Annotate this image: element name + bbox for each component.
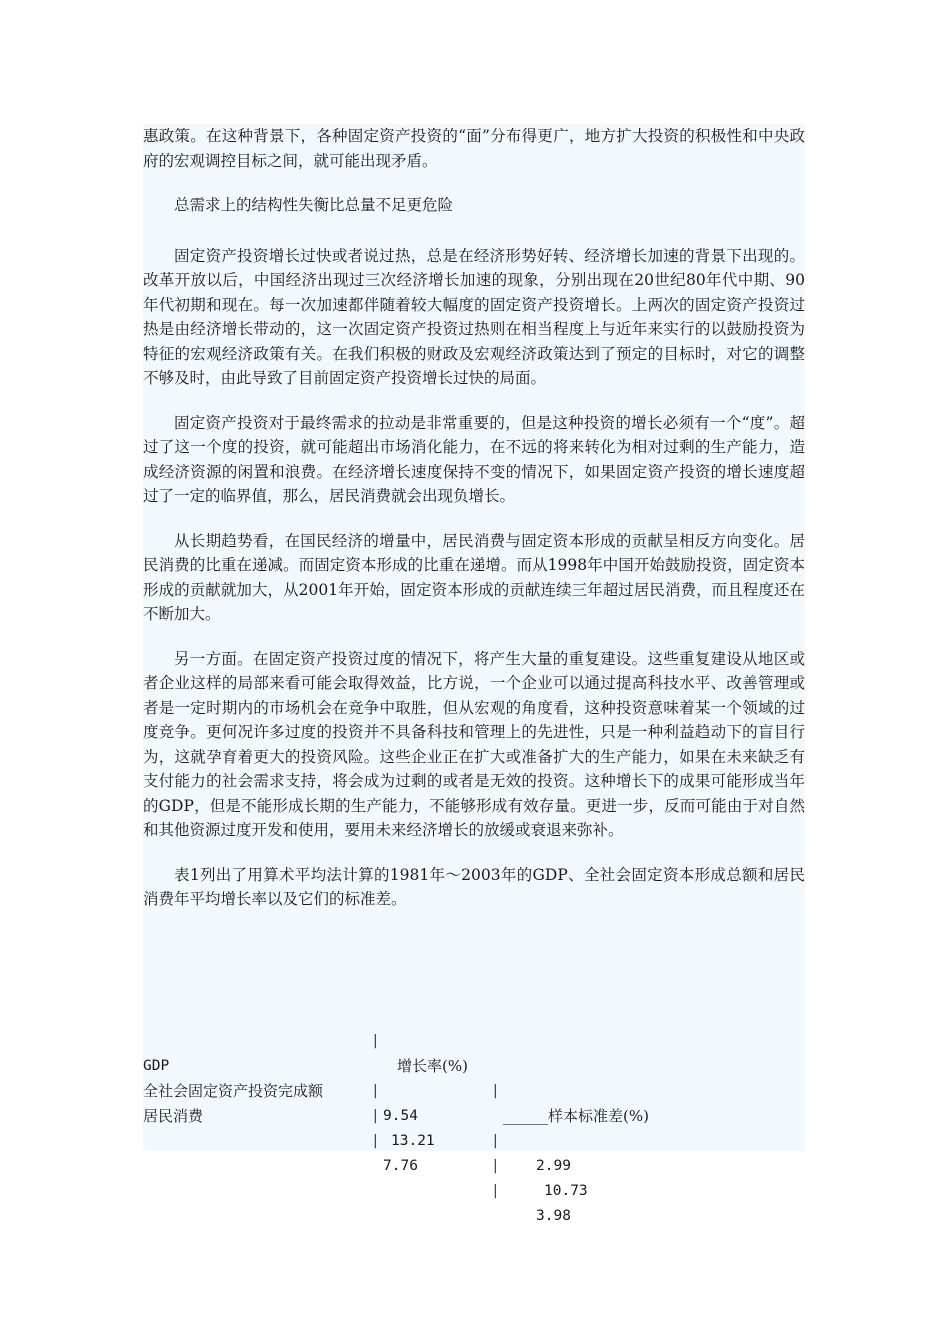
column-separator: | (491, 1158, 500, 1174)
column-separator: | (491, 1183, 500, 1199)
column-separator: | (371, 1083, 380, 1099)
column-separator: | (491, 1133, 500, 1149)
header-growth-rate: 增长率(%) (397, 1057, 468, 1075)
paragraph-policy-context: 惠政策。在这种背景下，各种固定资产投资的“面”分布得更广，地方扩大投资的积极性和中央政府的宏观调控目标之间，就可能出现矛盾。 (143, 127, 805, 170)
paragraph-duplicate-construction: 另一方面。在固定资产投资过度的情况下，将产生大量的重复建设。这些重复建设从地区或者企业这样的局部来看可能会取得效益，比方说，一个企业可以通过提高科技水平、改善管理或者是一定时期内的市场机会在竞争中取胜，但从宏观的角度看，这种投资意味着某一个领域的过度竞争。更何况许多过度的投资并不具备科技和管理上的先进性，只是一种利益趋动下的盲目行为，这就孕育着更大的投资风险。这些企业正在扩大或准备扩大的生产能力，如果在未来缺乏有支付能力的社会需求支持，将会成为过剩的或者是无效的投资。这种增长下的成果可能形成当年的GDP，但是不能形成长期的生产能力，不能够形成有效存量。更进一步，反而可能由于对自然和其他资源过度开发和使用，要用未来经济增长的放缓或衰退来弥补。 (143, 649, 805, 839)
row-growth-value: 7.76 (383, 1158, 418, 1174)
paragraph-long-term-trend: 从长期趋势看，在国民经济的增量中，居民消费与固定资本形成的贡献呈相反方向变化。居民消费的比重在递减。而固定资本形成的比重在递增。而从1998年中国开始鼓励投资，固定资本形成的贡献就加大，从2001年开始，固定资本形成的贡献连续三年超过居民消费，而且程度还在不断加大。 (143, 531, 805, 623)
column-separator: | (371, 1108, 380, 1124)
row-label: 全社会固定资产投资完成额 (143, 1082, 324, 1100)
row-growth-value: 9.54 (383, 1108, 418, 1124)
row-stddev-value: 2.99 (536, 1158, 571, 1174)
header-sample-stddev: ______样本标准差(%) (503, 1107, 649, 1125)
section-heading: 总需求上的结构性失衡比总量不足更危险 (174, 196, 454, 214)
column-separator: | (491, 1083, 500, 1099)
row-stddev-value: 10.73 (544, 1183, 588, 1199)
column-separator: | (371, 1133, 380, 1149)
paragraph-table-intro: 表1列出了用算术平均法计算的1981年～2003年的GDP、全社会固定资本形成总额和居民消费年平均增长率以及它们的标准差。 (143, 865, 805, 908)
row-stddev-value: 3.98 (536, 1208, 571, 1224)
paragraph-investment-overheating: 固定资产投资增长过快或者说过热，总是在经济形势好转、经济增长加速的背景下出现的。改革开放以后，中国经济出现过三次经济增长加速的现象，分别出现在20世纪80年代中期、90年代初期和现在。每一次加速都伴随着较大幅度的固定资产投资增长。上两次的固定资产投资过热是由经济增长带动的，这一次固定资产投资过热则在相当程度上与近年来实行的以鼓励投资为特征的宏观经济政策有关。在我们积极的财政及宏观经济政策达到了预定的目标时，对它的调整不够及时，由此导致了目前固定资产投资增长过快的局面。 (143, 246, 805, 387)
row-label: 居民消费 (143, 1107, 204, 1125)
row-growth-value: 13.21 (391, 1133, 435, 1149)
column-separator: | (371, 1033, 380, 1049)
document-body (143, 124, 805, 912)
row-label: GDP (143, 1058, 170, 1074)
paragraph-investment-degree: 固定资产投资对于最终需求的拉动是非常重要的，但是这种投资的增长必须有一个“度”。超过了这一个度的投资，就可能超出市场消化能力，在不远的将来转化为相对过剩的生产能力，造成经济资源的闲置和浪费。在经济增长速度保持不变的情况下，如果固定资产投资的增长速度超过了一定的临界值，那么，居民消费就会出现负增长。 (143, 413, 805, 505)
growth-rate-table (143, 1004, 805, 1224)
